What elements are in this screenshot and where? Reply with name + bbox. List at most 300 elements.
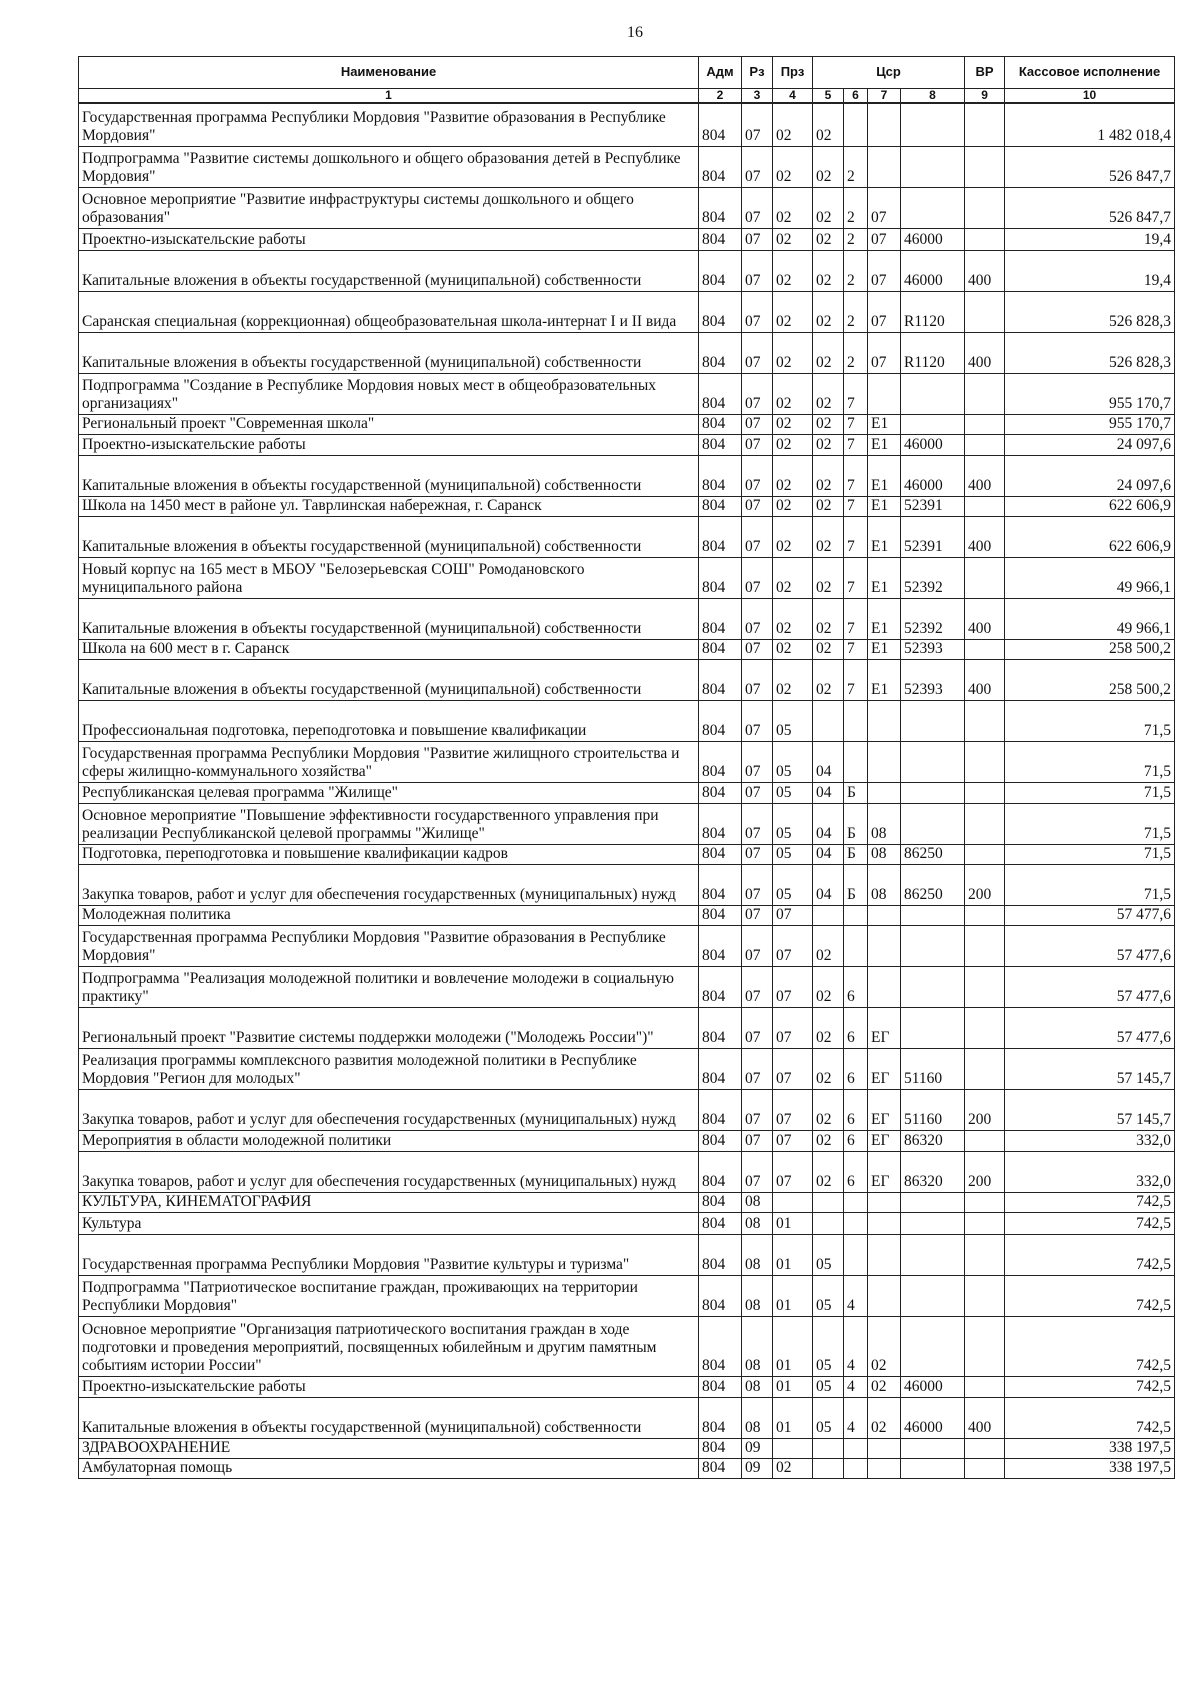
- row-csr-direction: [901, 803, 965, 844]
- row-amount: 24 097,6: [1005, 434, 1175, 455]
- row-adm: 804: [699, 250, 742, 291]
- row-csr-program: 04: [813, 741, 844, 782]
- row-csr-subprogram: 7: [844, 659, 868, 700]
- table-row: [79, 496, 1175, 516]
- row-csr-direction: 86250: [901, 844, 965, 864]
- row-rz: 07: [742, 103, 773, 146]
- row-amount: 955 170,7: [1005, 414, 1175, 434]
- row-prz: 02: [773, 291, 813, 332]
- row-csr-program: 02: [813, 146, 844, 187]
- row-adm: 804: [699, 557, 742, 598]
- row-rz: 07: [742, 844, 773, 864]
- row-amount: 955 170,7: [1005, 373, 1175, 414]
- table-header-row: [79, 57, 1175, 89]
- budget-execution-table: [78, 56, 1175, 1479]
- row-csr-direction: R1120: [901, 291, 965, 332]
- row-prz: 05: [773, 741, 813, 782]
- row-adm: 804: [699, 1089, 742, 1130]
- row-name: Основное мероприятие "Повышение эффективности государственного управления при реализации Республиканской целевой программы "Жилище": [79, 803, 699, 844]
- row-amount: 622 606,9: [1005, 496, 1175, 516]
- row-csr-subprogram: Б: [844, 844, 868, 864]
- row-adm: 804: [699, 1130, 742, 1151]
- row-vr: [965, 782, 1005, 803]
- row-amount: 338 197,5: [1005, 1458, 1175, 1478]
- row-prz: 05: [773, 782, 813, 803]
- row-prz: 07: [773, 905, 813, 925]
- row-vr: [965, 1048, 1005, 1089]
- row-name: Государственная программа Республики Мордовия "Развитие образования в Республике Мордовия": [79, 103, 699, 146]
- row-csr-subprogram: 6: [844, 1007, 868, 1048]
- table-row: [79, 925, 1175, 966]
- table-row: [79, 741, 1175, 782]
- row-csr-program: 05: [813, 1397, 844, 1438]
- row-name: Основное мероприятие "Организация патриотического воспитания граждан в ходе подготовки и проведения мероприятий, посвященных юбилейным и другим памятным событиям истории России": [79, 1316, 699, 1376]
- row-csr-event: 08: [868, 864, 901, 905]
- row-csr-direction: 86320: [901, 1151, 965, 1192]
- row-csr-subprogram: [844, 1192, 868, 1212]
- row-csr-event: 02: [868, 1376, 901, 1397]
- row-amount: 71,5: [1005, 741, 1175, 782]
- table-row: [79, 250, 1175, 291]
- row-amount: 332,0: [1005, 1130, 1175, 1151]
- row-name: Капитальные вложения в объекты государственной (муниципальной) собственности: [79, 516, 699, 557]
- row-amount: 622 606,9: [1005, 516, 1175, 557]
- row-adm: 804: [699, 803, 742, 844]
- row-amount: 742,5: [1005, 1192, 1175, 1212]
- row-name: Реализация программы комплексного развития молодежной политики в Республике Мордовия "Регион для молодых": [79, 1048, 699, 1089]
- row-rz: 07: [742, 782, 773, 803]
- row-amount: 742,5: [1005, 1397, 1175, 1438]
- row-csr-direction: [901, 1007, 965, 1048]
- column-number: 5: [813, 89, 844, 104]
- row-vr: [965, 1192, 1005, 1212]
- row-csr-event: 07: [868, 332, 901, 373]
- row-prz: 02: [773, 250, 813, 291]
- table-row: [79, 146, 1175, 187]
- row-csr-direction: 86320: [901, 1130, 965, 1151]
- row-csr-subprogram: 4: [844, 1275, 868, 1316]
- row-prz: 05: [773, 844, 813, 864]
- column-number: 2: [699, 89, 742, 104]
- header-adm: Адм: [699, 57, 742, 89]
- row-csr-program: 05: [813, 1316, 844, 1376]
- row-name: Капитальные вложения в объекты государственной (муниципальной) собственности: [79, 250, 699, 291]
- row-name: Закупка товаров, работ и услуг для обеспечения государственных (муниципальных) нужд: [79, 864, 699, 905]
- row-csr-event: [868, 103, 901, 146]
- row-amount: 19,4: [1005, 250, 1175, 291]
- row-csr-subprogram: 6: [844, 1089, 868, 1130]
- row-adm: 804: [699, 1234, 742, 1275]
- row-rz: 07: [742, 659, 773, 700]
- row-csr-subprogram: 2: [844, 291, 868, 332]
- row-amount: 742,5: [1005, 1376, 1175, 1397]
- row-csr-direction: 52393: [901, 659, 965, 700]
- table-row: [79, 639, 1175, 659]
- row-name: Закупка товаров, работ и услуг для обеспечения государственных (муниципальных) нужд: [79, 1151, 699, 1192]
- row-vr: [965, 1458, 1005, 1478]
- table-row: [79, 1048, 1175, 1089]
- row-csr-event: [868, 1212, 901, 1234]
- row-vr: 200: [965, 1089, 1005, 1130]
- row-adm: 804: [699, 639, 742, 659]
- row-rz: 08: [742, 1192, 773, 1212]
- row-csr-subprogram: 6: [844, 1048, 868, 1089]
- table-row: [79, 414, 1175, 434]
- row-csr-event: E1: [868, 414, 901, 434]
- row-csr-subprogram: 4: [844, 1397, 868, 1438]
- header-rz: Рз: [742, 57, 773, 89]
- row-csr-direction: [901, 1438, 965, 1458]
- row-adm: 804: [699, 291, 742, 332]
- row-csr-subprogram: [844, 925, 868, 966]
- row-adm: 804: [699, 741, 742, 782]
- table-row: [79, 1192, 1175, 1212]
- row-rz: 07: [742, 146, 773, 187]
- column-number-row: [79, 89, 1175, 104]
- row-vr: [965, 1212, 1005, 1234]
- row-rz: 07: [742, 557, 773, 598]
- row-adm: 804: [699, 516, 742, 557]
- row-vr: [965, 741, 1005, 782]
- row-prz: 01: [773, 1316, 813, 1376]
- row-csr-event: 02: [868, 1316, 901, 1376]
- row-csr-program: 02: [813, 103, 844, 146]
- row-prz: 02: [773, 557, 813, 598]
- column-number: 8: [901, 89, 965, 104]
- table-body: [79, 103, 1175, 1478]
- header-name: Наименование: [79, 57, 699, 89]
- table-row: [79, 1089, 1175, 1130]
- row-csr-direction: 51160: [901, 1048, 965, 1089]
- table-row: [79, 700, 1175, 741]
- row-rz: 08: [742, 1376, 773, 1397]
- row-adm: 804: [699, 1151, 742, 1192]
- table-row: [79, 1212, 1175, 1234]
- row-amount: 57 145,7: [1005, 1089, 1175, 1130]
- table-row: [79, 1397, 1175, 1438]
- row-csr-event: [868, 1275, 901, 1316]
- row-csr-subprogram: 2: [844, 250, 868, 291]
- row-name: Подготовка, переподготовка и повышение квалификации кадров: [79, 844, 699, 864]
- row-csr-direction: [901, 905, 965, 925]
- row-prz: 05: [773, 803, 813, 844]
- row-amount: 71,5: [1005, 700, 1175, 741]
- row-rz: 07: [742, 864, 773, 905]
- row-amount: 338 197,5: [1005, 1438, 1175, 1458]
- row-csr-event: E1: [868, 659, 901, 700]
- row-prz: 02: [773, 1458, 813, 1478]
- header-execution: Кассовое исполнение: [1005, 57, 1175, 89]
- row-prz: 01: [773, 1234, 813, 1275]
- row-amount: 332,0: [1005, 1151, 1175, 1192]
- row-amount: 57 477,6: [1005, 905, 1175, 925]
- row-prz: 02: [773, 659, 813, 700]
- row-adm: 804: [699, 782, 742, 803]
- row-amount: 71,5: [1005, 803, 1175, 844]
- row-csr-direction: 46000: [901, 1397, 965, 1438]
- row-vr: [965, 414, 1005, 434]
- row-csr-event: [868, 373, 901, 414]
- row-rz: 07: [742, 496, 773, 516]
- row-csr-subprogram: Б: [844, 803, 868, 844]
- row-csr-direction: [901, 146, 965, 187]
- row-amount: 1 482 018,4: [1005, 103, 1175, 146]
- table-row: [79, 228, 1175, 250]
- row-csr-direction: 52391: [901, 496, 965, 516]
- row-rz: 07: [742, 228, 773, 250]
- row-adm: 804: [699, 1376, 742, 1397]
- row-csr-program: 02: [813, 187, 844, 228]
- row-amount: 526 828,3: [1005, 291, 1175, 332]
- table-row: [79, 1007, 1175, 1048]
- row-adm: 804: [699, 1275, 742, 1316]
- row-adm: 804: [699, 659, 742, 700]
- row-vr: 200: [965, 1151, 1005, 1192]
- row-name: Проектно-изыскательские работы: [79, 228, 699, 250]
- row-name: Молодежная политика: [79, 905, 699, 925]
- row-prz: 05: [773, 700, 813, 741]
- row-csr-program: [813, 1212, 844, 1234]
- table-row: [79, 1130, 1175, 1151]
- row-adm: 804: [699, 1397, 742, 1438]
- row-csr-direction: 52391: [901, 516, 965, 557]
- row-name: Амбулаторная помощь: [79, 1458, 699, 1478]
- row-adm: 804: [699, 864, 742, 905]
- row-csr-event: [868, 700, 901, 741]
- row-rz: 07: [742, 639, 773, 659]
- row-csr-direction: 52392: [901, 557, 965, 598]
- row-csr-program: 02: [813, 966, 844, 1007]
- row-rz: 07: [742, 455, 773, 496]
- table-row: [79, 844, 1175, 864]
- row-csr-program: [813, 1458, 844, 1478]
- row-csr-program: 02: [813, 557, 844, 598]
- row-csr-program: 02: [813, 414, 844, 434]
- row-csr-event: 08: [868, 803, 901, 844]
- row-csr-direction: 46000: [901, 455, 965, 496]
- row-name: Государственная программа Республики Мордовия "Развитие образования в Республике Мордовия": [79, 925, 699, 966]
- row-name: Саранская специальная (коррекционная) общеобразовательная школа-интернат I и II вида: [79, 291, 699, 332]
- row-adm: 804: [699, 434, 742, 455]
- row-csr-direction: 46000: [901, 250, 965, 291]
- row-prz: 02: [773, 434, 813, 455]
- row-csr-subprogram: 7: [844, 639, 868, 659]
- row-prz: 07: [773, 1151, 813, 1192]
- row-csr-direction: 52392: [901, 598, 965, 639]
- row-vr: 200: [965, 864, 1005, 905]
- row-csr-event: [868, 1438, 901, 1458]
- row-csr-program: 04: [813, 803, 844, 844]
- row-csr-program: 02: [813, 1089, 844, 1130]
- table-row: [79, 1458, 1175, 1478]
- row-vr: [965, 700, 1005, 741]
- row-vr: [965, 925, 1005, 966]
- row-prz: 07: [773, 1089, 813, 1130]
- row-vr: [965, 228, 1005, 250]
- row-csr-subprogram: 7: [844, 414, 868, 434]
- row-csr-subprogram: 7: [844, 598, 868, 639]
- row-vr: [965, 803, 1005, 844]
- row-csr-event: E1: [868, 434, 901, 455]
- table-row: [79, 1438, 1175, 1458]
- column-number: 6: [844, 89, 868, 104]
- row-amount: 258 500,2: [1005, 639, 1175, 659]
- row-csr-direction: [901, 1234, 965, 1275]
- row-adm: 804: [699, 228, 742, 250]
- row-csr-program: 02: [813, 1151, 844, 1192]
- row-adm: 804: [699, 598, 742, 639]
- row-vr: 400: [965, 250, 1005, 291]
- row-name: Государственная программа Республики Мордовия "Развитие жилищного строительства и сферы жилищно-коммунального хозяйства": [79, 741, 699, 782]
- row-vr: [965, 187, 1005, 228]
- row-name: Проектно-изыскательские работы: [79, 434, 699, 455]
- row-adm: 804: [699, 925, 742, 966]
- row-vr: [965, 1438, 1005, 1458]
- row-csr-event: E1: [868, 516, 901, 557]
- row-name: Республиканская целевая программа "Жилище": [79, 782, 699, 803]
- row-adm: 804: [699, 1192, 742, 1212]
- row-csr-direction: 51160: [901, 1089, 965, 1130]
- row-csr-program: 02: [813, 1007, 844, 1048]
- row-rz: 07: [742, 434, 773, 455]
- row-csr-event: E1: [868, 496, 901, 516]
- row-name: Основное мероприятие "Развитие инфраструктуры системы дошкольного и общего образования": [79, 187, 699, 228]
- row-csr-program: [813, 905, 844, 925]
- row-csr-event: ЕГ: [868, 1151, 901, 1192]
- column-number: 1: [79, 89, 699, 104]
- row-csr-subprogram: [844, 1458, 868, 1478]
- row-csr-subprogram: [844, 1234, 868, 1275]
- table-row: [79, 373, 1175, 414]
- row-rz: 07: [742, 291, 773, 332]
- row-csr-direction: [901, 966, 965, 1007]
- row-rz: 08: [742, 1234, 773, 1275]
- row-vr: 400: [965, 332, 1005, 373]
- row-csr-program: 04: [813, 844, 844, 864]
- row-csr-direction: R1120: [901, 332, 965, 373]
- table-row: [79, 1234, 1175, 1275]
- row-name: ЗДРАВООХРАНЕНИЕ: [79, 1438, 699, 1458]
- row-csr-subprogram: 7: [844, 516, 868, 557]
- table-row: [79, 966, 1175, 1007]
- row-csr-subprogram: 2: [844, 332, 868, 373]
- column-number: 3: [742, 89, 773, 104]
- row-csr-program: 02: [813, 639, 844, 659]
- row-csr-program: 02: [813, 373, 844, 414]
- row-vr: [965, 1234, 1005, 1275]
- row-csr-event: 08: [868, 844, 901, 864]
- table-row: [79, 332, 1175, 373]
- row-amount: 742,5: [1005, 1234, 1175, 1275]
- row-csr-program: 02: [813, 925, 844, 966]
- row-amount: 71,5: [1005, 844, 1175, 864]
- row-prz: 02: [773, 146, 813, 187]
- row-csr-subprogram: 7: [844, 455, 868, 496]
- row-rz: 08: [742, 1397, 773, 1438]
- row-csr-program: 02: [813, 496, 844, 516]
- row-csr-program: 05: [813, 1234, 844, 1275]
- row-csr-program: [813, 1438, 844, 1458]
- row-adm: 804: [699, 1212, 742, 1234]
- row-csr-subprogram: 2: [844, 228, 868, 250]
- row-rz: 07: [742, 250, 773, 291]
- row-csr-direction: 86250: [901, 864, 965, 905]
- row-rz: 07: [742, 598, 773, 639]
- row-csr-subprogram: 4: [844, 1376, 868, 1397]
- row-adm: 804: [699, 455, 742, 496]
- row-rz: 09: [742, 1438, 773, 1458]
- row-csr-direction: [901, 1212, 965, 1234]
- row-csr-program: 02: [813, 1048, 844, 1089]
- row-rz: 07: [742, 373, 773, 414]
- row-csr-program: 02: [813, 228, 844, 250]
- row-csr-subprogram: 7: [844, 373, 868, 414]
- row-vr: [965, 146, 1005, 187]
- row-prz: 02: [773, 103, 813, 146]
- row-prz: [773, 1192, 813, 1212]
- row-csr-event: 02: [868, 1397, 901, 1438]
- row-prz: 02: [773, 598, 813, 639]
- row-csr-event: [868, 146, 901, 187]
- row-name: Школа на 1450 мест в районе ул. Таврлинская набережная, г. Саранск: [79, 496, 699, 516]
- row-csr-program: 02: [813, 434, 844, 455]
- row-csr-event: [868, 782, 901, 803]
- row-csr-subprogram: 6: [844, 1130, 868, 1151]
- header-vr: ВР: [965, 57, 1005, 89]
- table-row: [79, 187, 1175, 228]
- row-vr: 400: [965, 455, 1005, 496]
- table-row: [79, 803, 1175, 844]
- table-row: [79, 864, 1175, 905]
- row-csr-subprogram: Б: [844, 864, 868, 905]
- row-vr: [965, 844, 1005, 864]
- row-csr-event: [868, 1234, 901, 1275]
- row-amount: 19,4: [1005, 228, 1175, 250]
- column-number: 7: [868, 89, 901, 104]
- row-csr-subprogram: [844, 103, 868, 146]
- row-prz: 02: [773, 639, 813, 659]
- row-rz: 07: [742, 1089, 773, 1130]
- row-csr-subprogram: 2: [844, 187, 868, 228]
- column-number: 9: [965, 89, 1005, 104]
- row-name: Школа на 600 мест в г. Саранск: [79, 639, 699, 659]
- row-name: Капитальные вложения в объекты государственной (муниципальной) собственности: [79, 332, 699, 373]
- row-rz: 07: [742, 803, 773, 844]
- row-csr-subprogram: 6: [844, 966, 868, 1007]
- table-row: [79, 455, 1175, 496]
- row-csr-subprogram: Б: [844, 782, 868, 803]
- row-rz: 07: [742, 1130, 773, 1151]
- row-csr-event: 07: [868, 228, 901, 250]
- row-csr-event: [868, 966, 901, 1007]
- row-vr: [965, 373, 1005, 414]
- row-vr: [965, 103, 1005, 146]
- row-name: Подпрограмма "Развитие системы дошкольного и общего образования детей в Республике Мордовия": [79, 146, 699, 187]
- row-adm: 804: [699, 414, 742, 434]
- row-amount: 742,5: [1005, 1212, 1175, 1234]
- row-vr: [965, 1275, 1005, 1316]
- table-row: [79, 434, 1175, 455]
- row-name: Государственная программа Республики Мордовия "Развитие культуры и туризма": [79, 1234, 699, 1275]
- table-row: [79, 782, 1175, 803]
- row-amount: 24 097,6: [1005, 455, 1175, 496]
- row-rz: 07: [742, 414, 773, 434]
- row-csr-program: 02: [813, 332, 844, 373]
- row-csr-event: 07: [868, 187, 901, 228]
- row-csr-direction: [901, 103, 965, 146]
- row-amount: 526 847,7: [1005, 187, 1175, 228]
- row-csr-subprogram: [844, 741, 868, 782]
